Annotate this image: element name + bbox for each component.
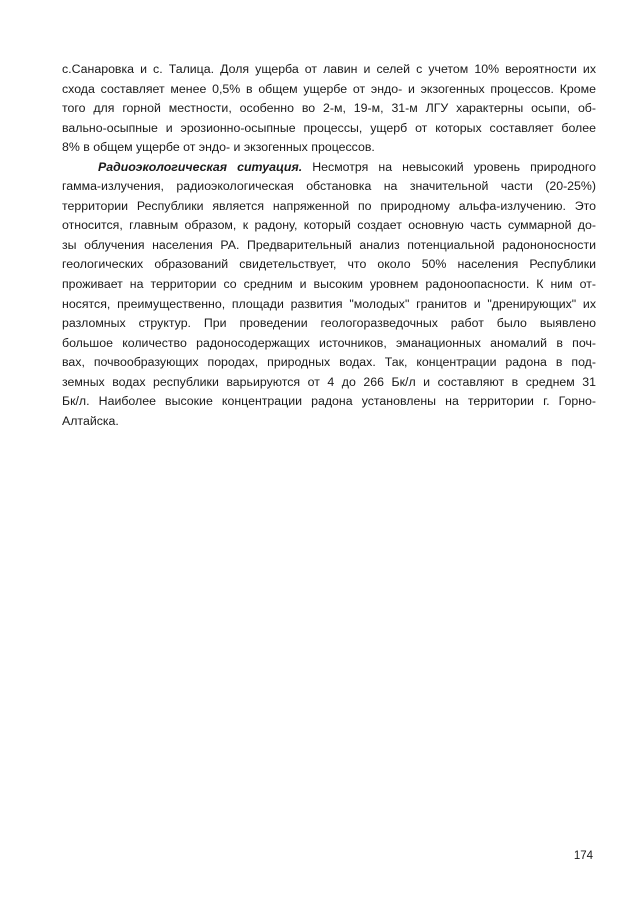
text-line: земных водах республики варьируются от 4 до 266 Бк/л и составляют в среднем 31 xyxy=(62,374,596,389)
text-line: большое количество радоносодержащих источников, эманационных аномалий в поч- xyxy=(62,335,596,350)
paragraph-radioecology xyxy=(62,158,596,432)
text-line: 8% в общем ущербе от эндо- и экзогенных процессов. xyxy=(62,140,375,155)
text-line: схода составляет менее 0,5% в общем ущербе от эндо- и экзогенных процессов. Кроме xyxy=(62,81,596,96)
text-line: разломных структур. При проведении геологоразведочных работ было выявлено xyxy=(62,316,596,331)
text-line: того для горной местности, особенно во 2-м, 19-м, 31-м ЛГУ характерны осыпи, об- xyxy=(62,101,596,116)
section-heading: Радиоэкологическая ситуация. xyxy=(98,159,303,174)
text-line xyxy=(62,158,596,178)
text-run: Несмотря на невысокий уровень природного xyxy=(302,159,596,174)
text-line: вах, почвообразующих породах, природных водах. Так, концентрации радона в под- xyxy=(62,355,596,370)
text-line: проживает на территории со средним и высоким уровнем радоноопасности. К ним от- xyxy=(62,277,596,292)
page-number: 174 xyxy=(573,850,593,862)
text-line: гамма-излучения, радиоэкологическая обстановка на значительной части (20-25%) xyxy=(62,179,596,194)
text-line: геологических образований свидетельствует, что около 50% населения Республики xyxy=(62,257,596,272)
text-line: вально-осыпные и эрозионно-осыпные процессы, ущерб от которых составляет более xyxy=(62,120,596,135)
text-line: с.Санаровка и с. Талица. Доля ущерба от лавин и селей с учетом 10% вероятности их xyxy=(62,62,596,76)
text-line: носятся, преимущественно, площади развития "молодых" гранитов и "дренирующих" их xyxy=(62,296,596,311)
text-line: зы облучения населения РА. Предварительный анализ потенциальной радононосности xyxy=(62,237,596,252)
text-line: территории Республики является напряженной по природному альфа-излучению. Это xyxy=(62,198,596,213)
text-line: Бк/л. Наиболее высокие концентрации радона установлены на территории г. Горно- xyxy=(62,394,596,409)
text-line: относится, главным образом, к радону, который создает основную часть суммарной до- xyxy=(62,218,596,233)
paragraph-hazards xyxy=(62,60,596,158)
text-line: Алтайска. xyxy=(62,413,119,428)
body-text xyxy=(62,60,596,431)
